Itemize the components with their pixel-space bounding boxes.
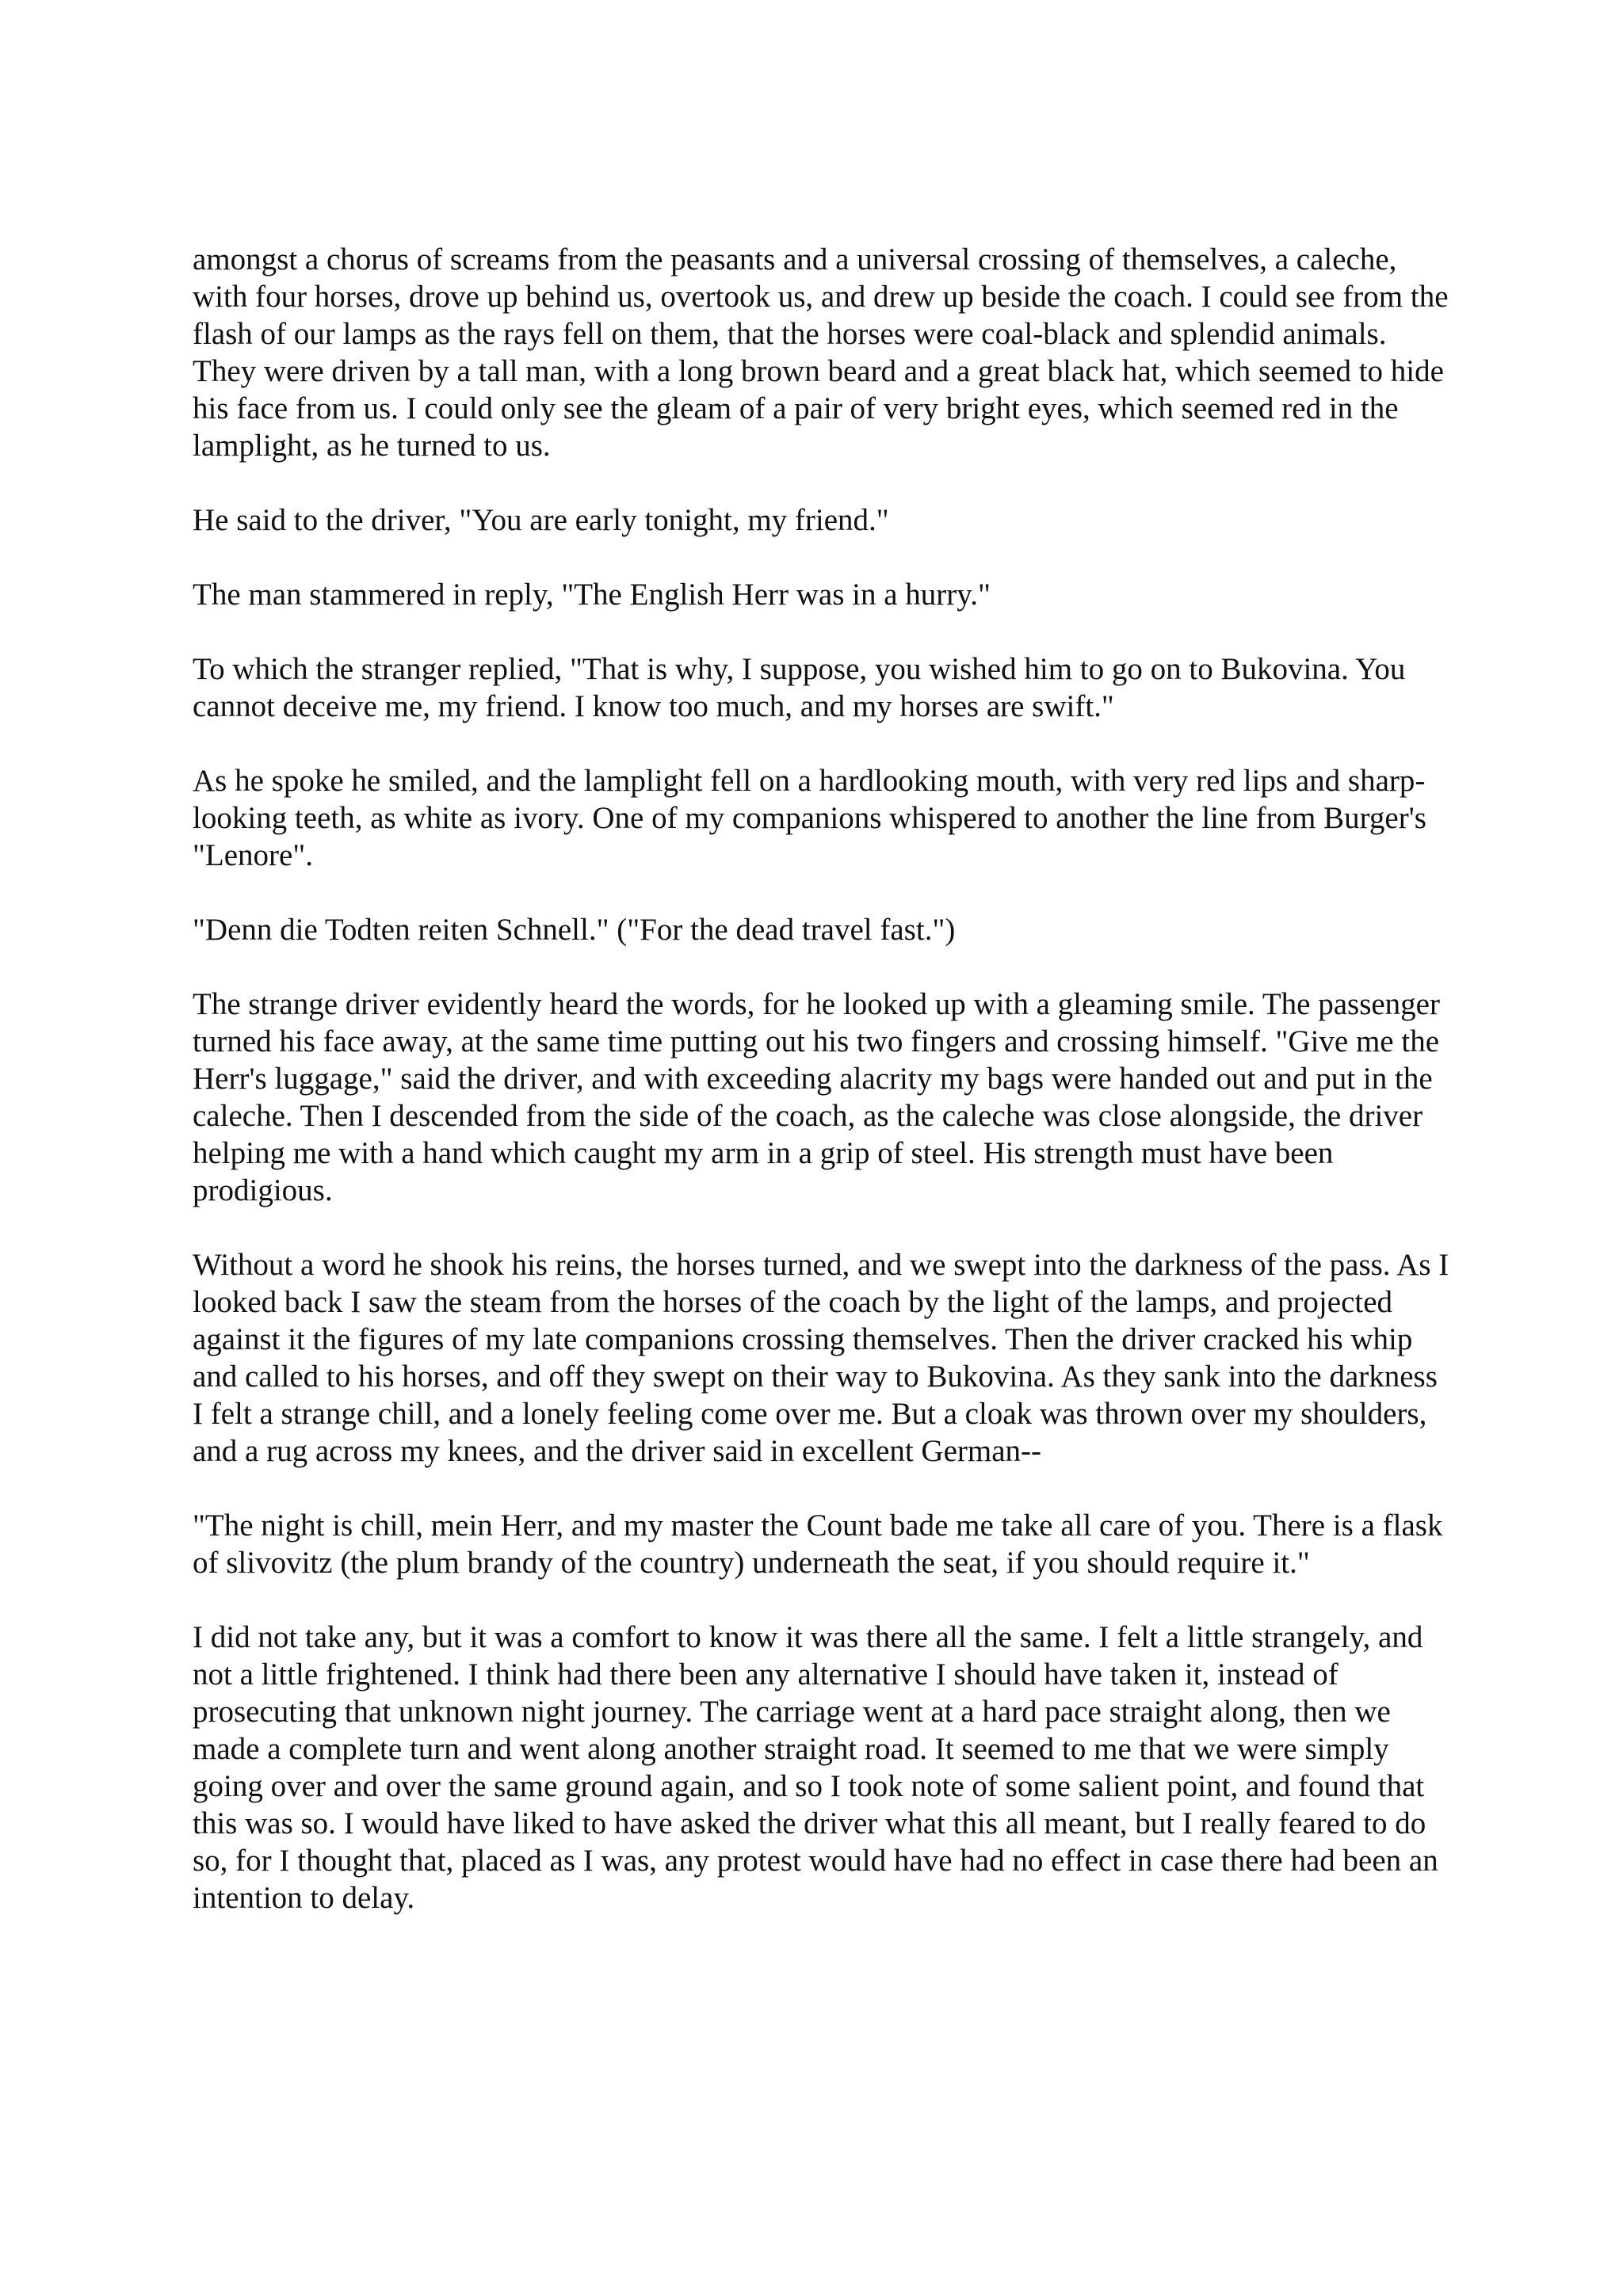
paragraph-9: "The night is chill, mein Herr, and my master the Count bade me take all care of you. There is a flask of slivovitz (the plum brandy of the country) underneath the seat, if you should require it." (193, 1508, 1443, 1580)
paragraph-3: The man stammered in reply, "The English Herr was in a hurry." (193, 578, 991, 612)
paragraph-10: I did not take any, but it was a comfort to know it was there all the same. I felt a little strangely, and not a little frightened. I think had there been any alternative I should have taken it, instead of prosecuting that unknown night journey. The carriage went at a hard pace straight along, then we made a complete turn and went along another straight road. It seemed to me that we were simply going over and over the same ground again, and so I took note of some salient point, and found that this was so. I would have liked to have asked the driver what this all meant, but I really feared to do so, for I thought that, placed as I was, any protest would have had no effect in case there had been an intention to delay. (193, 1620, 1438, 1915)
paragraph-5: As he spoke he smiled, and the lamplight fell on a hardlooking mouth, with very red lips and sharp-looking teeth, as white as ivory. One of my companions whispered to another the line from Burger's "Lenore". (193, 764, 1426, 872)
paragraph-8: Without a word he shook his reins, the horses turned, and we swept into the darkness of the pass. As I looked back I saw the steam from the horses of the coach by the light of the lamps, and projected against it the figures of my late companions crossing themselves. Then the driver cracked his whip and called to his horses, and off they swept on their way to Bukovina. As they sank into the darkness I felt a strange chill, and a lonely feeling come over me. But a cloak was thrown over my shoulders, and a rug across my knees, and the driver said in excellent German-- (193, 1248, 1449, 1468)
paragraph-2: He said to the driver, "You are early tonight, my friend." (193, 503, 889, 537)
paragraph-1: amongst a chorus of screams from the peasants and a universal crossing of themselves, a caleche, with four horses, drove up behind us, overtook us, and drew up beside the coach. I could see from the flash of our lamps as the rays fell on them, that the horses were coal-black and splendid animals. They were driven by a tall man, with a long brown beard and a great black hat, which seemed to hide his face from us. I could only see the gleam of a pair of very bright eyes, which seemed red in the lamplight, as he turned to us. (193, 242, 1449, 463)
paragraph-6: "Denn die Todten reiten Schnell." ("For the dead travel fast.") (193, 913, 956, 947)
paragraph-4: To which the stranger replied, "That is why, I suppose, you wished him to go on to Bukovina. You cannot deceive me, my friend. I know too much, and my horses are swift." (193, 652, 1406, 723)
body-text (193, 241, 1453, 1954)
paragraph-7: The strange driver evidently heard the words, for he looked up with a gleaming smile. The passenger turned his face away, at the same time putting out his two fingers and crossing himself. "Give me the Herr's luggage," said the driver, and with exceeding alacrity my bags were handed out and put in the caleche. Then I descended from the side of the coach, as the caleche was close alongside, the driver helping me with a hand which caught my arm in a grip of steel. His strength must have been prodigious. (193, 987, 1440, 1207)
